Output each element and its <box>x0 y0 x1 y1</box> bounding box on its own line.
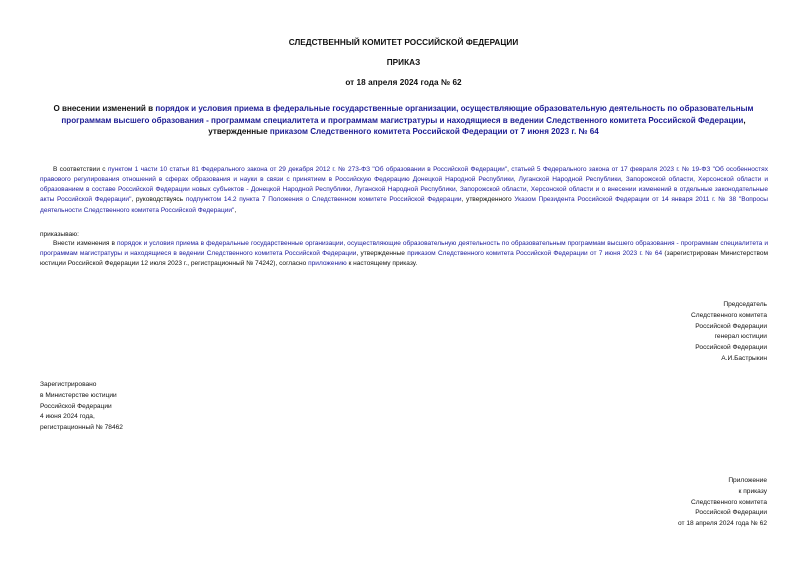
p1-link-law-19[interactable]: статьей 5 Федерального закона от 17 февраля 2023 г. № 19-ФЗ "Об особенностях правового регулирования отношений в сферах образования и науки в связи с принятием в Российскую Федерацию Донецкой Народной Республики, Луганской Народной Республики, Запорожской области, Херсонской области и образованием в составе Российской Федерации новых субъектов - Донецкой Народной Республики, Луганской Народной Республики, Запорожской области, Херсонской области и о внесении изменений в отдельные законодательные акты Российской Федерации" <box>40 166 768 204</box>
organization-name: СЛЕДСТВЕННЫЙ КОМИТЕТ РОССИЙСКОЙ ФЕДЕРАЦИИ <box>288 38 519 47</box>
p1-link-decree[interactable]: Указом Президента Российской Федерации от 14 января 2011 г. № 38 "Вопросы деятельности Следственного комитета Российской Федерации" <box>40 196 769 214</box>
p1-text-3: , руководствуясь <box>131 196 186 204</box>
appendix-line: от 18 апреля 2024 года № 62 <box>677 520 767 528</box>
paragraph-basis <box>40 165 768 216</box>
p2-text-3: (зарегистрирован Министерством юстиции Российской Федерации 12 июля 2023 г., регистрационный № 74242), согласно <box>40 250 768 268</box>
document-date-number: от 18 апреля 2024 года № 62 <box>345 78 462 87</box>
p2-text-4: к настоящему приказу. <box>346 260 418 268</box>
registration-line: Зарегистрировано <box>40 381 97 388</box>
signature-block <box>691 300 767 365</box>
paragraph-order <box>40 239 768 269</box>
p2-link-order[interactable]: приказом Следственного комитета Российской Федерации от 7 июня 2023 г. № 64 <box>407 250 663 258</box>
p1-text-5: , <box>234 206 237 214</box>
signature-name: А.И.Бастрыкин <box>721 355 767 363</box>
appendix-line: Российской Федерации <box>695 509 767 517</box>
title-middle: , утвержденные <box>208 115 746 137</box>
title-prefix: О внесении изменений в <box>53 104 156 113</box>
appendix-line: Приложение <box>728 477 767 484</box>
document-type: ПРИКАЗ <box>386 58 421 67</box>
appendix-line: Следственного комитета <box>691 498 767 506</box>
p2-link-appendix[interactable]: приложению <box>308 260 347 268</box>
registration-line: 4 июня 2024 года, <box>40 413 95 421</box>
p1-text-4: , утвержденного <box>461 196 515 204</box>
appendix-block <box>678 476 767 530</box>
document-title <box>40 103 767 138</box>
signature-line: Следственного комитета <box>691 311 767 319</box>
signature-line: Российской Федерации <box>695 344 767 352</box>
signature-line: Российской Федерации <box>695 322 767 330</box>
p1-text-2: , <box>507 166 512 173</box>
appendix-line: к приказу <box>738 487 767 495</box>
p1-text-1: В соответствии с <box>53 166 108 173</box>
registration-line: Российской Федерации <box>40 402 112 410</box>
registration-number: регистрационный № 78462 <box>40 424 123 432</box>
p1-link-law-273[interactable]: пунктом 1 части 10 статьи 81 Федерального закона от 29 декабря 2012 г. № 273-ФЗ "Об образовании в Российской Федерации" <box>107 166 508 173</box>
p2-text-2: , утвержденные <box>356 250 408 258</box>
signature-line: генерал юстиции <box>714 333 767 341</box>
p2-link-procedure[interactable]: порядок и условия приема в федеральные государственные организации, осуществляющие образовательную деятельность по образовательным программам высшего образования - программам специалитета и программам магистратуры и находящиеся в ведении Следственного комитета Российской Федерации <box>40 240 768 258</box>
registration-line: в Министерстве юстиции <box>40 391 117 399</box>
title-link-order[interactable]: приказом Следственного комитета Российской Федерации от 7 июня 2023 г. № 64 <box>269 127 599 137</box>
p2-text-1: Внести изменения в <box>53 240 117 247</box>
title-link-procedure[interactable]: порядок и условия приема в федеральные государственные организации, осуществляющие образовательную деятельность по образовательным программам высшего образования - программам специалитета и программам магистратуры и находящиеся в ведении Следственного комитета Российской Федерации <box>61 104 754 125</box>
signature-line: Председатель <box>723 301 767 308</box>
p1-link-regulation[interactable]: подпунктом 14.2 пункта 7 Положения о Следственном комитете Российской Федерации <box>185 196 462 204</box>
ordered-word: приказываю: <box>40 231 79 238</box>
registration-block <box>40 380 123 434</box>
